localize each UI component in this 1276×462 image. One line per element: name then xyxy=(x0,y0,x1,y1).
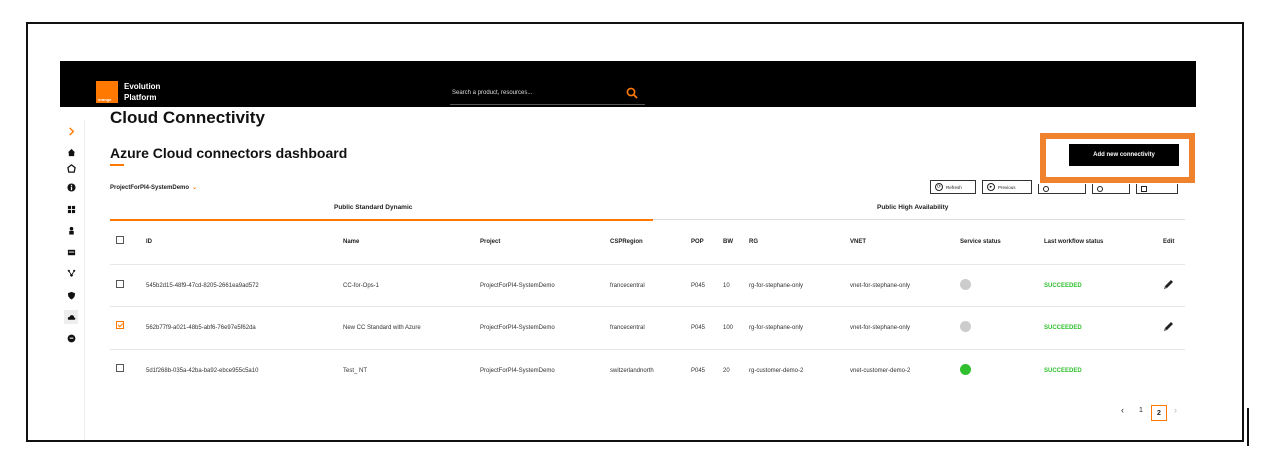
brand-line1: Evolution xyxy=(124,82,161,91)
cell-rg: rg-for-stephane-only xyxy=(749,283,804,289)
toolbar-icon-3 xyxy=(1043,186,1049,192)
edit-pencil-icon[interactable] xyxy=(1162,279,1174,291)
orange-logo[interactable] xyxy=(96,81,118,103)
brand-line2: Platform xyxy=(124,93,157,102)
chevron-down-icon: ⌄ xyxy=(192,185,198,191)
cell-vnet: vnet-for-stephane-only xyxy=(850,283,911,289)
logo-text: orange xyxy=(98,97,112,102)
cell-workflow-status: SUCCEEDED xyxy=(1044,283,1082,289)
row-checkbox[interactable] xyxy=(116,364,124,372)
edit-pencil-icon[interactable] xyxy=(1162,321,1174,333)
row-checkbox[interactable] xyxy=(116,321,124,329)
expand-chevron-icon[interactable] xyxy=(66,126,76,136)
project-selector-label: ProjectForPI4-SystemDemo xyxy=(110,185,190,191)
cell-region: francecentral xyxy=(610,283,645,289)
cell-id[interactable]: 545b2d15-48f9-47cd-8205-2661ea9ad572 xyxy=(146,283,259,289)
billing-icon[interactable] xyxy=(66,247,76,257)
home-icon[interactable] xyxy=(66,147,76,157)
service-status-dot xyxy=(960,364,971,375)
cell-pop: P045 xyxy=(691,325,706,331)
cell-project: ProjectForPI4-SystemDemo xyxy=(480,368,555,374)
col-header-rg[interactable]: RG xyxy=(749,239,758,245)
cell-region: switzerlandnorth xyxy=(610,368,654,374)
col-header-project[interactable]: Project xyxy=(480,239,501,245)
cell-id[interactable]: 5d1f268b-035a-42ba-ba92-ebce955c5a10 xyxy=(146,368,259,374)
service-status-dot xyxy=(960,321,971,332)
refresh-button-label: Refresh xyxy=(946,184,962,190)
toolbar-icon-5 xyxy=(1141,186,1147,192)
top-bar xyxy=(60,61,1196,107)
col-header-pop[interactable]: POP xyxy=(691,239,704,245)
info-icon[interactable] xyxy=(66,182,76,192)
pagination-prev[interactable]: ‹ xyxy=(1121,405,1124,415)
user-icon[interactable] xyxy=(66,225,76,235)
security-shield-icon[interactable] xyxy=(66,290,76,300)
pagination-page-1[interactable]: 1 xyxy=(1139,407,1143,414)
page-title: Cloud Connectivity xyxy=(110,108,265,127)
cell-bw: 100 xyxy=(723,325,734,331)
catalog-icon[interactable] xyxy=(66,163,76,173)
dashboard-icon[interactable] xyxy=(66,204,76,214)
network-icon[interactable] xyxy=(66,268,76,278)
toolbar-button-5[interactable] xyxy=(1136,184,1178,194)
cell-id[interactable]: 562b77f9-a021-48b5-abf6-76e97e5f62da xyxy=(146,325,256,331)
row-separator xyxy=(110,349,1185,350)
cell-bw: 20 xyxy=(723,368,730,374)
col-header-service-status[interactable]: Service status xyxy=(960,239,1001,245)
col-header-id[interactable]: ID xyxy=(146,239,152,245)
col-header-name[interactable]: Name xyxy=(343,239,360,245)
previous-button-label: Previous xyxy=(998,184,1016,190)
col-header-vnet[interactable]: VNET xyxy=(850,239,867,245)
toolbar-button-3[interactable] xyxy=(1038,184,1086,194)
refresh-icon: ⟳ xyxy=(936,184,942,190)
col-header-edit: Edit xyxy=(1163,239,1175,245)
tab-public-standard-dynamic[interactable]: Public Standard Dynamic xyxy=(334,204,413,211)
refresh-button[interactable] xyxy=(930,180,976,194)
cell-project: ProjectForPI4-SystemDemo xyxy=(480,325,555,331)
search-bar[interactable] xyxy=(450,84,645,105)
cell-name[interactable]: Test_ NT xyxy=(343,368,368,374)
col-header-cspregion[interactable]: CSPRegion xyxy=(610,239,643,245)
service-status-dot xyxy=(960,279,971,290)
select-all-checkbox[interactable] xyxy=(116,236,124,244)
cell-pop: P045 xyxy=(691,368,706,374)
row-checkbox[interactable] xyxy=(116,280,124,288)
cell-vnet: vnet-for-stephane-only xyxy=(850,325,911,331)
brand-name[interactable] xyxy=(124,81,160,103)
title-underline xyxy=(110,164,124,166)
cell-name[interactable]: CC-for-Ops-1 xyxy=(343,283,380,289)
project-selector[interactable] xyxy=(110,184,197,191)
toolbar-button-4[interactable] xyxy=(1092,184,1130,194)
col-header-last-workflow-status[interactable]: Last workflow status xyxy=(1044,239,1104,245)
cell-name[interactable]: New CC Standard with Azure xyxy=(343,325,421,331)
frame-tick xyxy=(1247,408,1249,446)
cell-region: francecentral xyxy=(610,325,645,331)
previous-button[interactable] xyxy=(982,180,1032,194)
cell-rg: rg-for-stephane-only xyxy=(749,325,804,331)
play-icon: ▸ xyxy=(987,183,995,191)
pagination-next[interactable]: › xyxy=(1174,405,1177,415)
tab-active-indicator xyxy=(110,219,653,221)
sidebar xyxy=(58,120,85,440)
chat-icon[interactable] xyxy=(66,333,76,343)
pagination-page-2[interactable]: 2 xyxy=(1151,405,1167,421)
cloud-icon[interactable] xyxy=(64,310,78,324)
cell-bw: 10 xyxy=(723,283,730,289)
search-input[interactable]: Search a product, resources... xyxy=(452,90,533,96)
cell-workflow-status: SUCCEEDED xyxy=(1044,368,1082,374)
row-separator xyxy=(110,264,1185,265)
tab-public-high-availability[interactable]: Public High Availability xyxy=(877,204,949,211)
toolbar-icon-4 xyxy=(1097,186,1103,192)
section-title: Azure Cloud connectors dashboard xyxy=(110,145,348,161)
cell-rg: rg-customer-demo-2 xyxy=(749,368,804,374)
col-header-bw[interactable]: BW xyxy=(723,239,733,245)
search-icon[interactable] xyxy=(625,86,639,100)
row-separator xyxy=(110,306,1185,307)
cell-vnet: vnet-customer-demo-2 xyxy=(850,368,911,374)
cell-workflow-status: SUCCEEDED xyxy=(1044,325,1082,331)
add-new-connectivity-button[interactable]: Add new connectivity xyxy=(1069,144,1179,166)
cell-pop: P045 xyxy=(691,283,706,289)
cell-project: ProjectForPI4-SystemDemo xyxy=(480,283,555,289)
